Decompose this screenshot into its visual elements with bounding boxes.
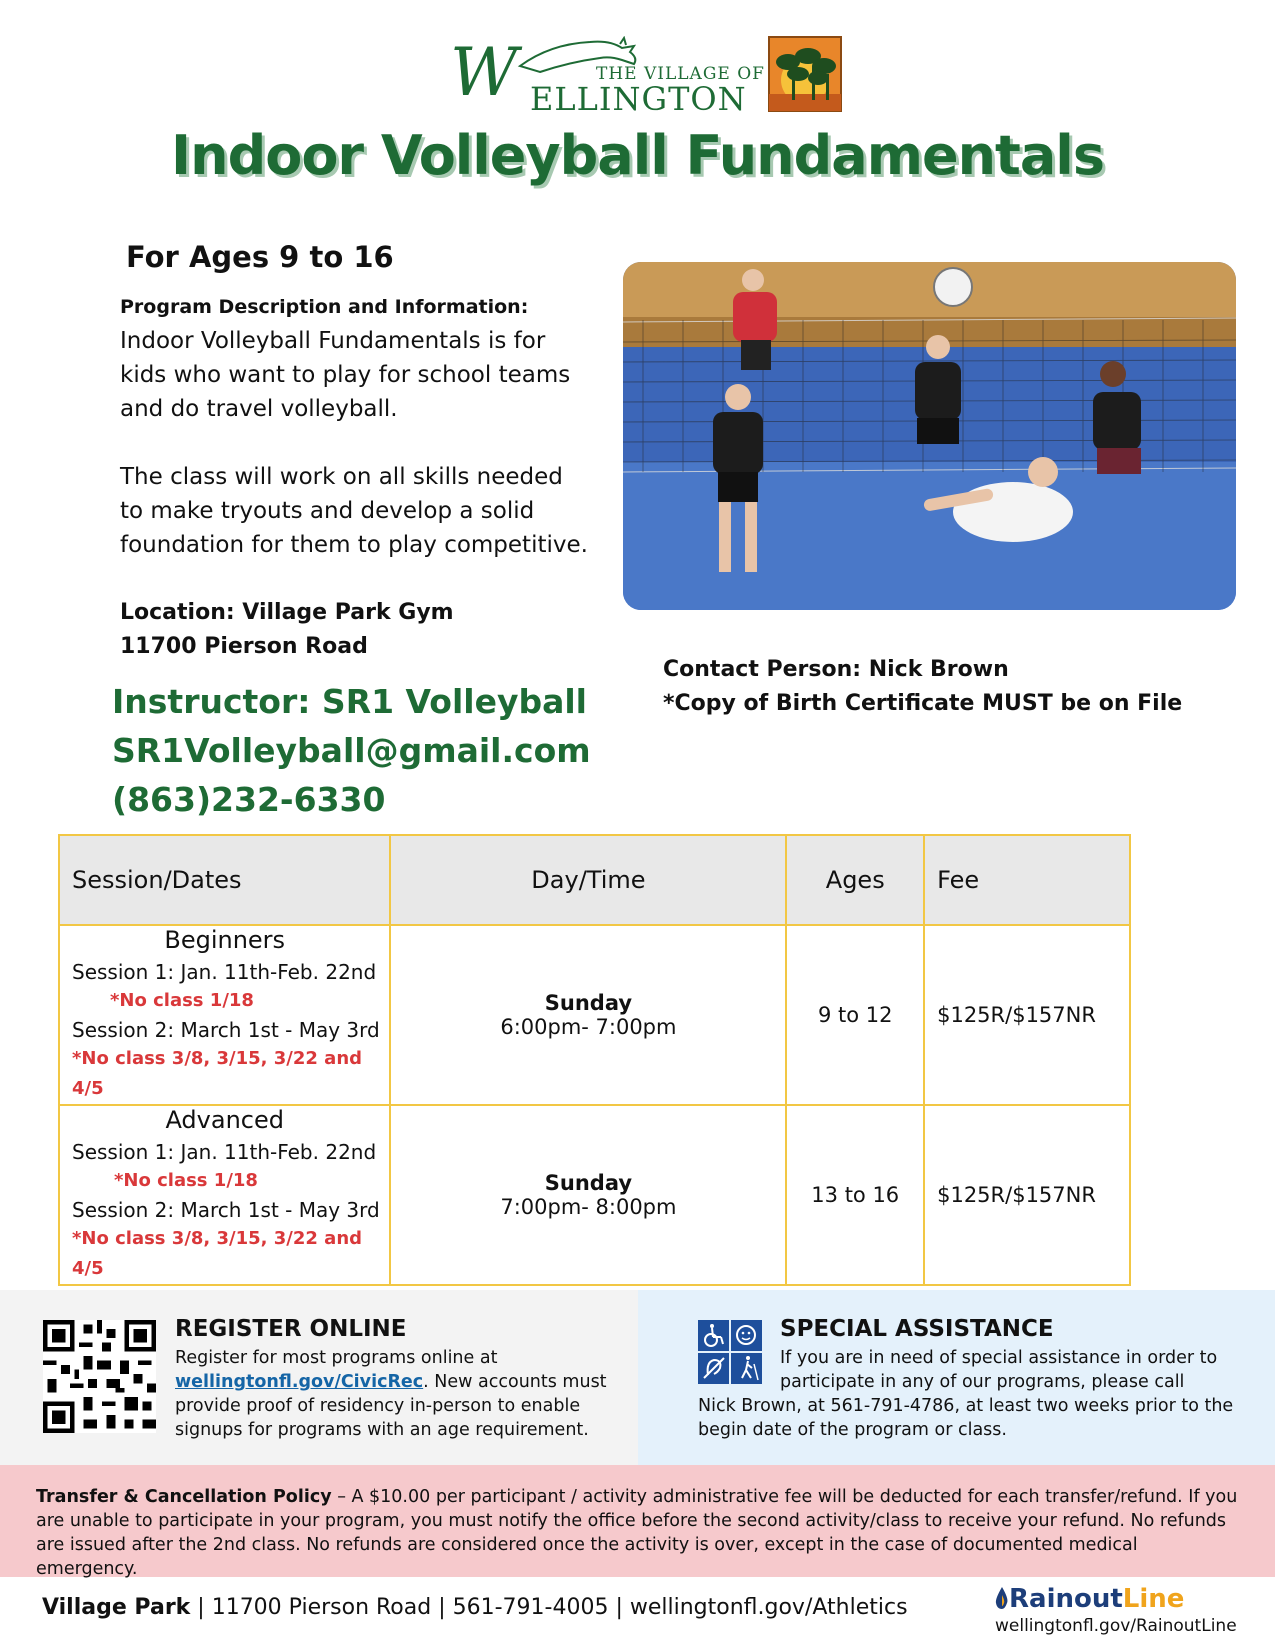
logo-main-text: ELLINGTON: [530, 80, 747, 118]
no-class-note-2: *No class 3/8, 3/15, 3/22 and 4/5: [72, 1048, 363, 1099]
schedule-table: [58, 834, 1131, 1286]
footer-details: | 11700 Pierson Road | 561-791-4005 | wellingtonfl.gov/Athletics: [190, 1595, 908, 1620]
cancellation-policy: [0, 1465, 1275, 1577]
line-word: Line: [1122, 1584, 1185, 1614]
description-heading: Program Description and Information:: [120, 296, 529, 318]
location: Location: Village Park Gym: [120, 600, 454, 625]
tree-sunset-badge-icon: [768, 36, 842, 112]
session-1-dates: Session 1: Jan. 11th-Feb. 22nd: [72, 1140, 377, 1164]
session-2-dates: Session 2: March 1st - May 3rd: [72, 1198, 380, 1222]
volleyball-photo: [623, 262, 1236, 610]
fee-cell: $125R/$157NR: [924, 1105, 1130, 1285]
footer-place: Village Park: [42, 1595, 191, 1620]
policy-heading: Transfer & Cancellation Policy: [36, 1487, 332, 1507]
header-session-dates: Session/Dates: [59, 835, 390, 925]
logo-top-text: THE VILLAGE OF: [596, 64, 765, 84]
birth-certificate-note: *Copy of Birth Certificate MUST be on File: [663, 691, 1183, 716]
session-1-dates: Session 1: Jan. 11th-Feb. 22nd: [72, 960, 377, 984]
fee-cell: $125R/$157NR: [924, 925, 1130, 1105]
register-text-before: Register for most programs online at: [175, 1348, 498, 1368]
day: Sunday: [544, 991, 633, 1015]
rainout-word: Rainout: [1009, 1584, 1123, 1614]
footer-info: [42, 1595, 908, 1620]
day: Sunday: [544, 1171, 633, 1195]
description-paragraph-1: Indoor Volleyball Fundamentals is for kids who want to play for school teams and do travel volleyball.: [120, 328, 571, 422]
address: 11700 Pierson Road: [120, 634, 368, 659]
time: 6:00pm- 7:00pm: [500, 1015, 677, 1039]
accessibility-icons: [698, 1320, 762, 1384]
location-block: [120, 596, 454, 664]
description: [120, 324, 590, 596]
day-time-cell: [390, 1105, 786, 1285]
civicrec-link[interactable]: wellingtonfl.gov/CivicRec: [175, 1372, 424, 1392]
instructor-phone[interactable]: (863)232-6330: [112, 780, 386, 819]
register-section: [0, 1290, 638, 1465]
table-header-row: [59, 835, 1130, 925]
session-cell: [59, 1105, 390, 1285]
ages-heading: For Ages 9 to 16: [126, 240, 394, 274]
description-paragraph-2: The class will work on all skills needed to make tryouts and develop a solid foundation for them to play competitive.: [120, 464, 588, 558]
logo-w: W: [450, 34, 518, 111]
level-beginners: Beginners: [164, 926, 286, 954]
register-heading: REGISTER ONLINE: [175, 1316, 407, 1342]
instructor-email[interactable]: SR1Volleyball@gmail.com: [112, 731, 591, 770]
instructor-block: [112, 677, 591, 824]
qr-code-icon[interactable]: [43, 1320, 156, 1433]
level-advanced: Advanced: [165, 1106, 284, 1134]
no-class-note-2: *No class 3/8, 3/15, 3/22 and 4/5: [72, 1228, 363, 1279]
table-row: [59, 925, 1130, 1105]
special-assistance-section: [638, 1290, 1275, 1465]
village-logo: [450, 36, 850, 116]
drop-icon: [995, 1587, 1009, 1609]
rainout-url[interactable]: wellingtonfl.gov/RainoutLine: [995, 1616, 1237, 1636]
session-cell: [59, 925, 390, 1105]
register-text-after: . New accounts must provide proof of residency in-person to enable signups for programs with an age requirement.: [175, 1372, 607, 1440]
contact-person: Contact Person: Nick Brown: [663, 657, 1009, 682]
special-assistance-text-2: Nick Brown, at 561-791-4786, at least two weeks prior to the begin date of the program or class.: [698, 1396, 1234, 1440]
page-title: Indoor Volleyball Fundamentals: [171, 124, 1104, 187]
instructor-name: Instructor: SR1 Volleyball: [112, 682, 587, 721]
time: 7:00pm- 8:00pm: [500, 1195, 677, 1219]
table-row: [59, 1105, 1130, 1285]
header-ages: Ages: [786, 835, 924, 925]
ages-cell: 13 to 16: [786, 1105, 924, 1285]
rainout-logo-text: [995, 1584, 1184, 1614]
contact-block: [663, 653, 1182, 721]
special-assistance-heading: SPECIAL ASSISTANCE: [780, 1316, 1054, 1342]
policy-text: – A $10.00 per participant / activity administrative fee will be deducted for each transfer/refund. If you are unable to participate in your program, you must notify the office before the second activity/class to receive your refund. No refunds are issued after the 2nd class. No refunds are considered once the activity is over, except in the case of documented medical emergency.: [36, 1487, 1238, 1579]
session-2-dates: Session 2: March 1st - May 3rd: [72, 1018, 380, 1042]
register-text: [175, 1346, 615, 1442]
special-assistance-text-1: If you are in need of special assistance in order to participate in any of our programs, please call: [780, 1348, 1218, 1392]
header-day-time: Day/Time: [390, 835, 786, 925]
ages-cell: 9 to 12: [786, 925, 924, 1105]
no-class-note-1: *No class 1/18: [110, 990, 254, 1011]
no-class-note-1: *No class 1/18: [114, 1170, 258, 1191]
day-time-cell: [390, 925, 786, 1105]
header-fee: Fee: [924, 835, 1130, 925]
rainout-line-logo[interactable]: [995, 1584, 1235, 1634]
